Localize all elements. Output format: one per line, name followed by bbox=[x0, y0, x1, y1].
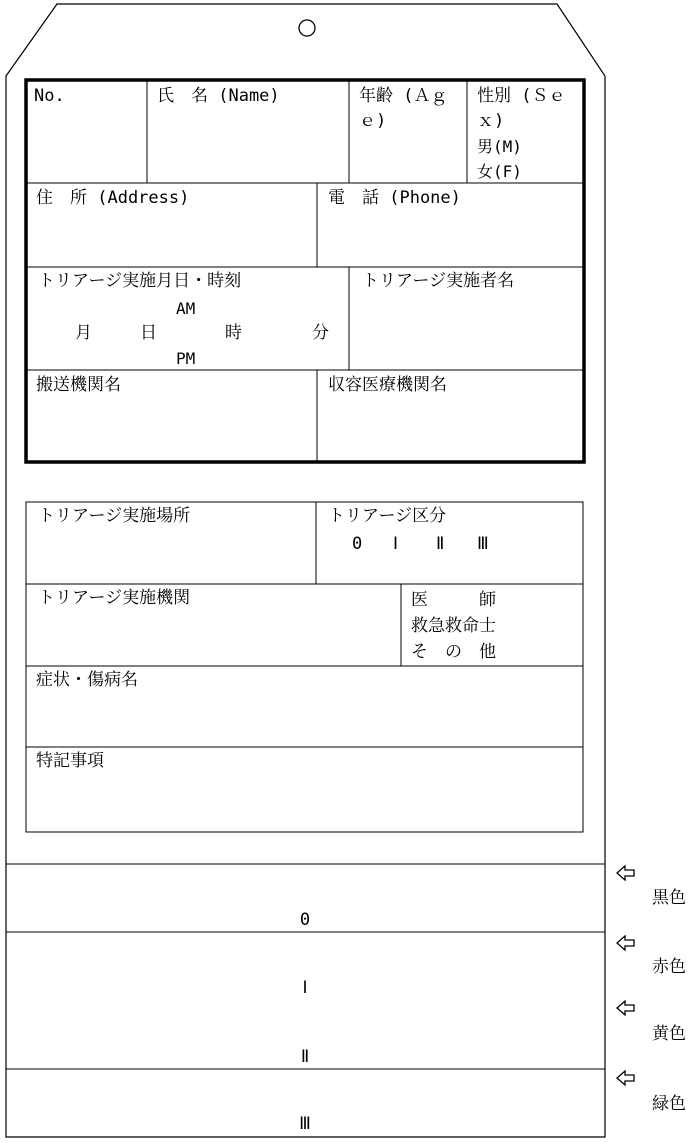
phone-label: 電 話 (Phone) bbox=[328, 188, 461, 208]
triage-person-label: トリアージ実施者名 bbox=[362, 271, 515, 291]
sex-label-line1: 性別 (Ｓｅ bbox=[477, 86, 566, 106]
paramedic-option: 救急救命士 bbox=[411, 616, 496, 636]
left-outline-arrow-icon bbox=[617, 1071, 634, 1085]
sex-female-option: 女(F) bbox=[477, 162, 522, 181]
category-3-option: Ⅲ bbox=[477, 534, 489, 554]
left-outline-arrow-icon bbox=[617, 866, 634, 880]
other-option: そ の 他 bbox=[411, 642, 496, 662]
color-name-yellow: 黄色 bbox=[652, 1024, 686, 1044]
month-label: 月 bbox=[75, 323, 92, 343]
no-label: No. bbox=[34, 86, 65, 106]
sex-male-option: 男(M) bbox=[477, 137, 522, 156]
age-label-line1: 年齢 (Ａｇ bbox=[359, 86, 448, 106]
name-label: 氏 名 (Name) bbox=[157, 86, 280, 106]
age-label-line2: ｅ) bbox=[359, 111, 387, 131]
triage-place-label: トリアージ実施場所 bbox=[38, 506, 191, 526]
symptoms-label: 症状・傷病名 bbox=[36, 670, 138, 690]
pm-label: PM bbox=[176, 349, 196, 368]
color-name-black: 黒色 bbox=[652, 888, 686, 908]
left-outline-arrow-icon bbox=[617, 936, 634, 950]
special-notes-label: 特記事項 bbox=[36, 751, 104, 771]
category-0-option: 0 bbox=[352, 534, 363, 554]
triage-datetime-label: トリアージ実施月日・時刻 bbox=[38, 271, 242, 291]
day-label: 日 bbox=[140, 323, 157, 343]
color-name-green: 緑色 bbox=[652, 1094, 686, 1114]
category-2-option: Ⅱ bbox=[436, 534, 445, 554]
strip-label-0: 0 bbox=[299, 910, 311, 930]
receiving-hospital-label: 収容医療機関名 bbox=[328, 375, 447, 395]
minute-label: 分 bbox=[312, 323, 329, 343]
strip-label-1: Ⅰ bbox=[302, 978, 308, 998]
strip-label-3: Ⅲ bbox=[299, 1114, 311, 1134]
doctor-option: 医 師 bbox=[411, 590, 496, 610]
string-hole-icon bbox=[299, 20, 315, 36]
triage-institution-label: トリアージ実施機関 bbox=[38, 588, 191, 608]
category-1-option: Ⅰ bbox=[393, 534, 399, 554]
left-outline-arrow-icon bbox=[617, 1001, 634, 1015]
sex-label-line2: ｘ) bbox=[477, 111, 505, 131]
hour-label: 時 bbox=[225, 323, 242, 343]
am-label: AM bbox=[176, 299, 196, 318]
color-name-red: 赤色 bbox=[652, 957, 686, 977]
triage-category-label: トリアージ区分 bbox=[328, 506, 447, 526]
address-label: 住 所 (Address) bbox=[36, 188, 190, 208]
strip-label-2: Ⅱ bbox=[300, 1047, 310, 1067]
transport-agency-label: 搬送機関名 bbox=[36, 375, 121, 395]
